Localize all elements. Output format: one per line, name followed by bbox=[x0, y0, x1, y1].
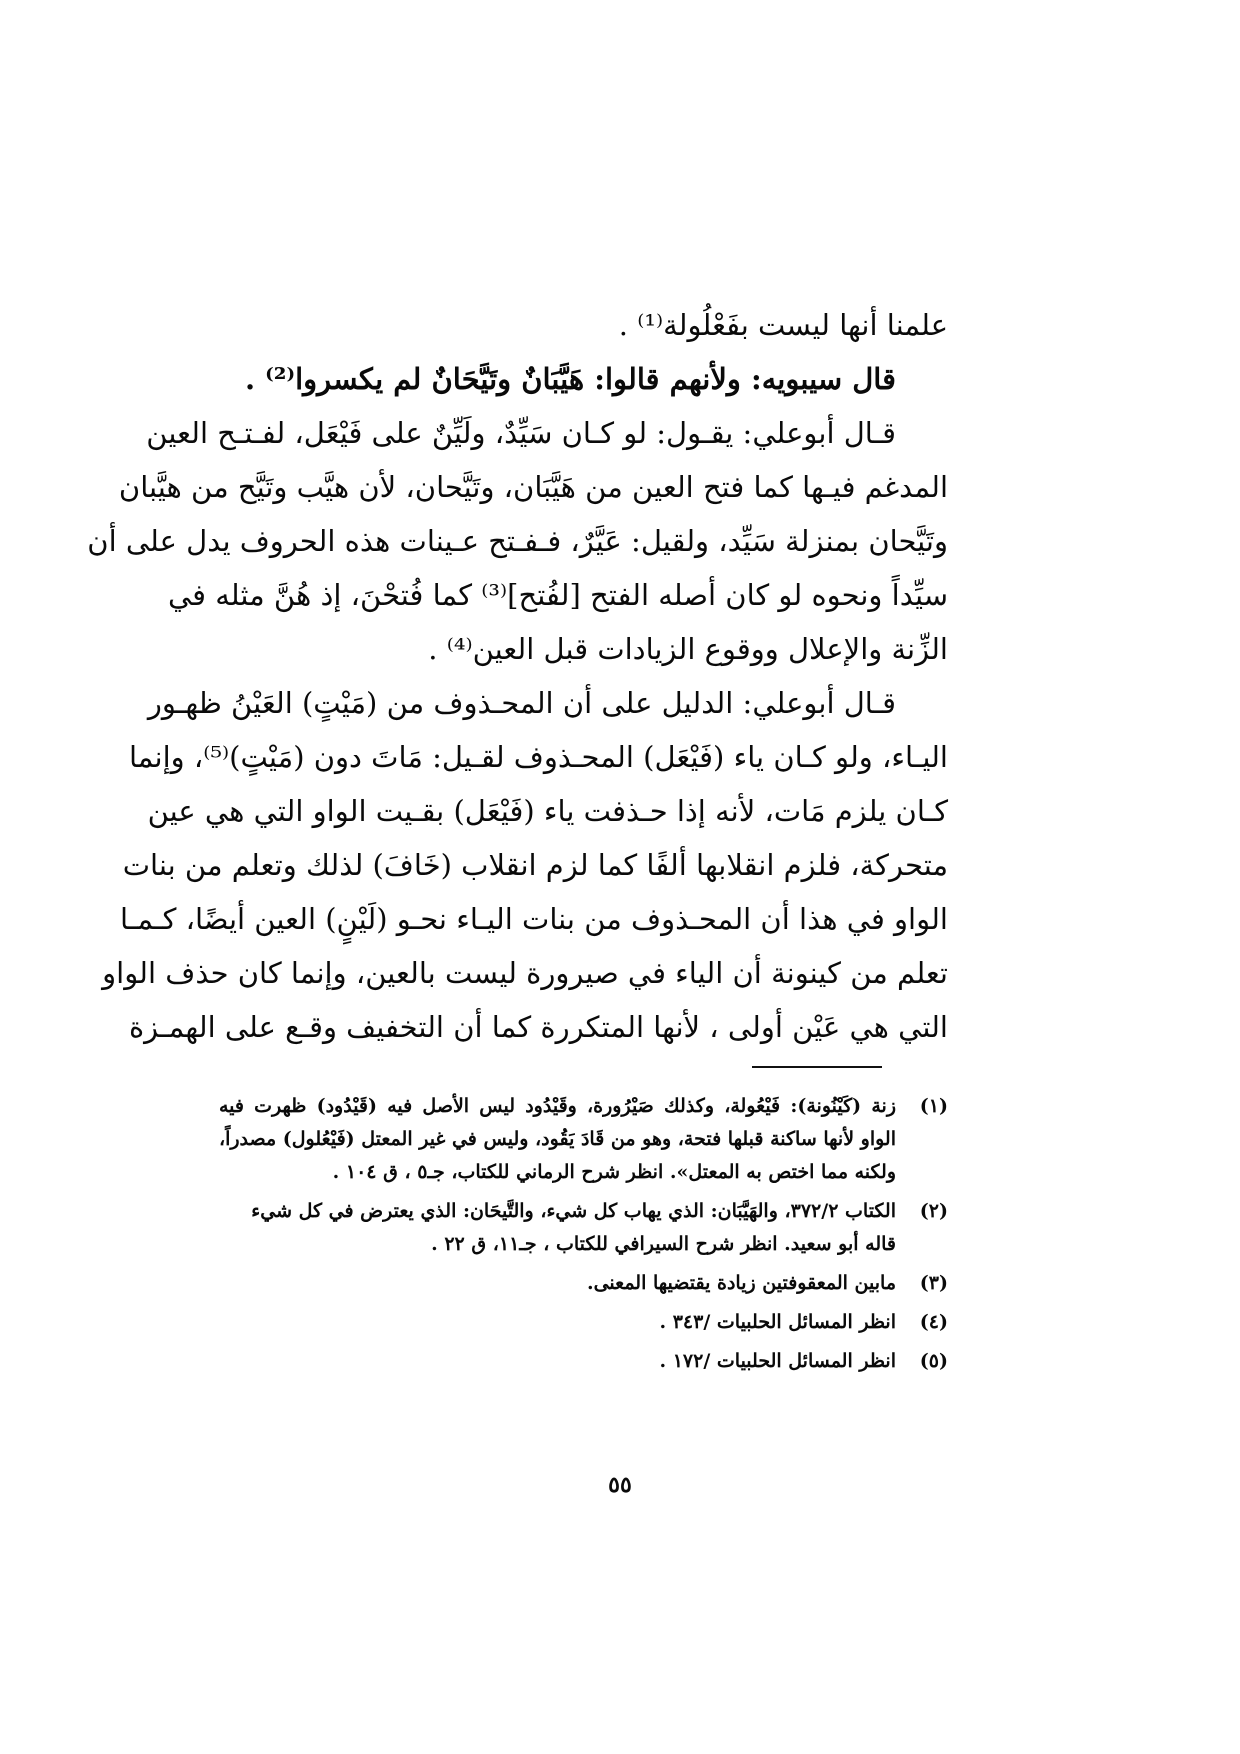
footnote-line: مابين المعقوفتين زيادة يقتضيها المعنى. bbox=[586, 1272, 896, 1294]
footnote-text bbox=[278, 1306, 896, 1339]
text-line: الزِّنة والإعلال ووقوع الزيادات قبل العين⁽⁴⁾ . bbox=[428, 632, 948, 666]
footnote-line: الواو لأنها ساكنة قبلها فتحة، وهو من قَادَ يَقُود، وليس في غير المعتل (فَيْعُلول) مصدراً، bbox=[218, 1128, 896, 1150]
text-line: التي هي عَيْن أولى ، لأنها المتكررة كما أن التخفيف وقـع على الهمـزة bbox=[128, 1010, 948, 1044]
text-line: قـال أبوعلي: الدليل على أن المحـذوف من (مَيْتٍ) العَيْنُ ظهـور bbox=[147, 686, 896, 720]
text-line: اليـاء، ولو كـان ياء (فَيْعَل) المحـذوف لقـيل: مَاتَ دون (مَيْتٍ)⁽⁵⁾، وإنما bbox=[128, 740, 948, 774]
text-line: وتَيَّحان بمنزلة سَيِّد، ولقيل: عَيَّرٌ، فـفـتح عـينات هذه الحروف يدل على أن bbox=[87, 524, 948, 558]
footnote-5 bbox=[278, 1345, 948, 1378]
footnotes bbox=[218, 1090, 948, 1384]
footnote-3 bbox=[278, 1267, 948, 1300]
footnote-number: (٣) bbox=[919, 1272, 948, 1294]
footnote-number: (١) bbox=[919, 1095, 948, 1117]
footnote-4 bbox=[278, 1306, 948, 1339]
text-line: تعلم من كينونة أن الياء في صيرورة ليست بالعين، وإنما كان حذف الواو bbox=[102, 956, 948, 990]
text-line: سيِّداً ونحوه لو كان أصله الفتح [لفُتح]⁽³⁾ كما فُتحْنَ، إذ هُنَّ مثله في bbox=[167, 578, 948, 612]
footnote-separator bbox=[752, 1066, 882, 1068]
text-line: قـال أبوعلي: يقـول: لو كـان سَيِّدٌ، ولَيِّنٌ على فَيْعَل، لفـتـح العين bbox=[146, 416, 896, 450]
footnote-number: (٤) bbox=[919, 1311, 948, 1333]
footnote-line: ولكنه مما اختص به المعتل». انظر شرح الرماني للكتاب، جـ٥ ، ق ١٠٤ . bbox=[332, 1161, 896, 1183]
text-line: المدغم فيـها كما فتح العين من هَيَّبَان، وتَيَّحان، لأن هيَّب وتَيَّح من هيَّبان bbox=[118, 470, 948, 504]
footnote-line: الكتاب ٣٧٢/٢، والهَيَّبَان: الذي يهاب كل شيء، والتَّيحَان: الذي يعترض في كل شيء bbox=[251, 1200, 896, 1222]
text-line-sibawayh-quote: قال سيبويه: ولأنهم قالوا: هَيَّبَانٌ وتَيَّحَانٌ لم يكسروا⁽²⁾ . bbox=[244, 362, 896, 396]
footnote-1 bbox=[218, 1090, 948, 1189]
text-line: متحركة، فلزم انقلابها ألفًا كما لزم انقلاب (خَافَ) لذلك وتعلم من بنات bbox=[122, 848, 948, 882]
footnote-line: زنة (كَيْنُونة): فَيْعُولة، وكذلك صَيْرُورة، وقَيْدُود ليس الأصل فيه (قَيْدُود) ظهرت فيه bbox=[218, 1095, 896, 1117]
main-text bbox=[87, 298, 948, 1054]
footnote-line: انظر المسائل الحلبيات /٣٤٣ . bbox=[659, 1311, 896, 1333]
footnote-2 bbox=[251, 1195, 948, 1261]
footnote-number: (٢) bbox=[919, 1200, 948, 1222]
footnote-text bbox=[278, 1345, 896, 1378]
text-line: الواو في هذا أن المحـذوف من بنات اليـاء نحـو (لَيْنٍ) العين أيضًا، كـمـا bbox=[119, 902, 948, 936]
page-number: ٥٥ bbox=[608, 1472, 632, 1498]
text-line: علمنا أنها ليست بفَعْلُولة⁽¹⁾ . bbox=[618, 308, 948, 342]
footnote-number: (٥) bbox=[919, 1350, 948, 1372]
footnote-line: انظر المسائل الحلبيات /١٧٢ . bbox=[659, 1350, 896, 1372]
footnote-text bbox=[251, 1195, 896, 1261]
footnote-text bbox=[278, 1267, 896, 1300]
footnote-line: قاله أبو سعيد. انظر شرح السيرافي للكتاب ، جـ١١، ق ٢٢ . bbox=[431, 1233, 896, 1255]
text-line: كـان يلزم مَات، لأنه إذا حـذفت ياء (فَيْعَل) بقـيت الواو التي هي عين bbox=[147, 794, 948, 828]
footnote-text bbox=[219, 1090, 896, 1189]
